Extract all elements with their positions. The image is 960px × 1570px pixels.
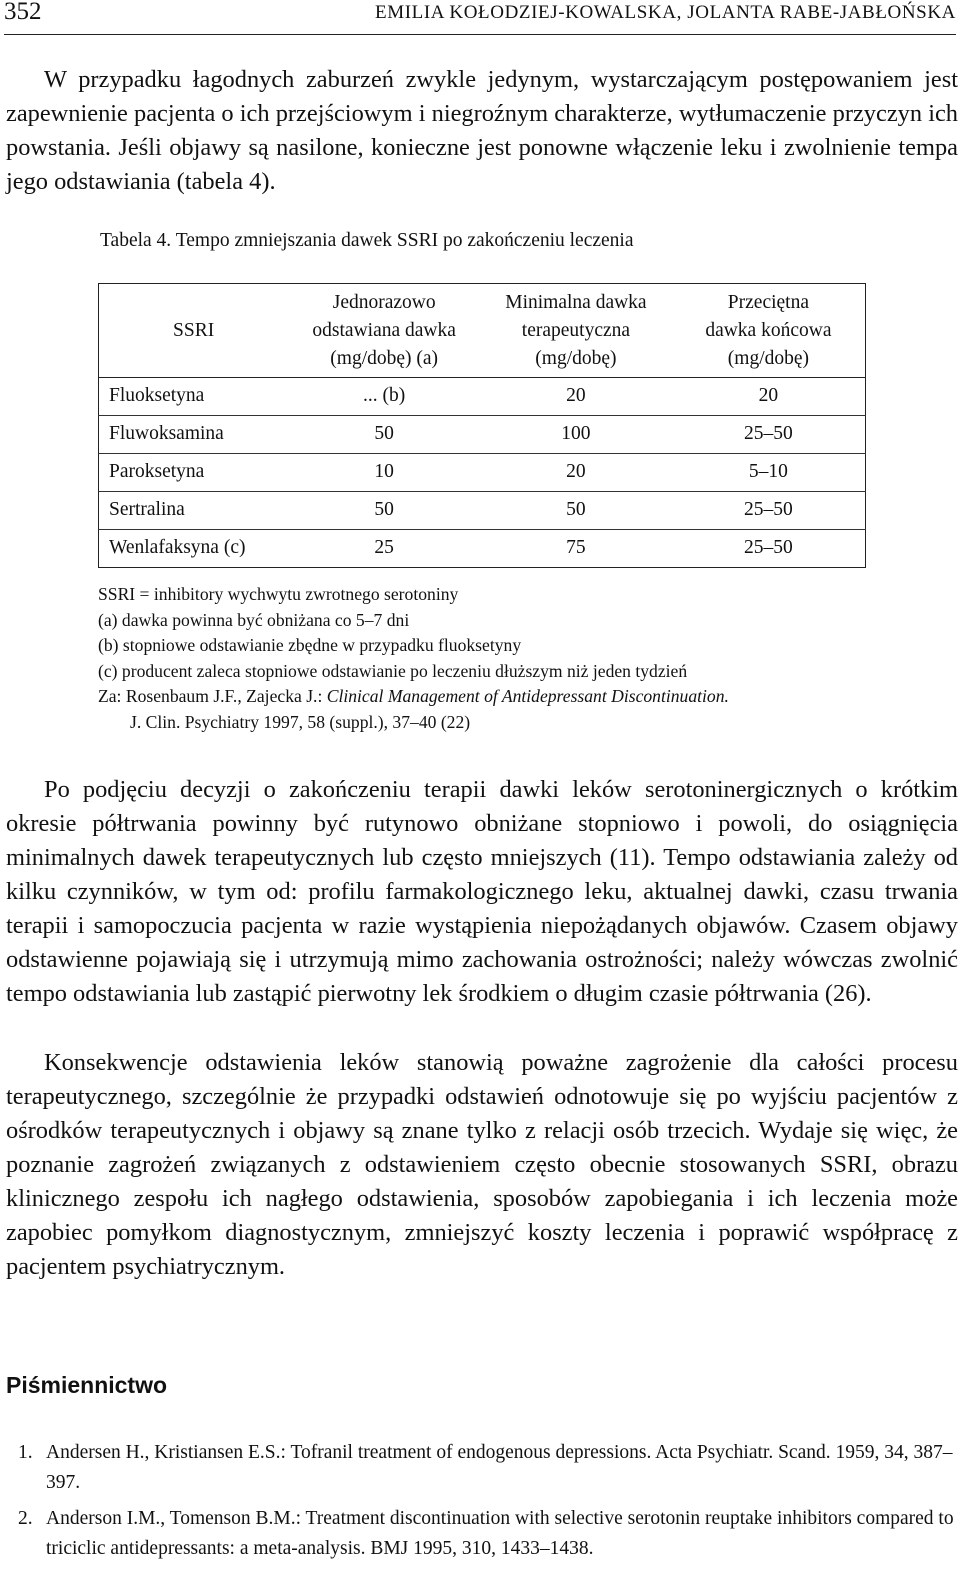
paragraph-consequences: Konsekwencje odstawienia leków stanowią poważne zagrożenie dla całości procesu terapeutycznego, szczególnie że przypadki odstawień odnotowuje się po wyjściu pacjentów z ośrodków terapeutycznych i objawy są znane tylko z relacji osób trzecich. Wydaje się więc, że poznanie zagrożeń związanych z odstawieniem często obecnie stosowanych SSRI, obrazu klinicznego zespołu ich nagłego odstawienia, sposobów zapobiegania i ich leczenia może zapobiec pomyłkom diagnostycznym, zmniejszyć koszty leczenia i poprawić współpracę z pacjentem psychiatrycznym. [6, 1049, 958, 1280]
drug-name: Fluwoksamina [109, 423, 224, 444]
reference-list [0, 1438, 958, 1570]
table-header-row [99, 284, 866, 378]
note-source [98, 684, 729, 710]
min-dose-cell: 20 [566, 461, 586, 482]
table-row [99, 378, 866, 416]
final-dose-cell: 5–10 [748, 461, 788, 482]
header-final-dose: Przeciętna dawka końcowa (mg/dobę) [705, 292, 832, 369]
reference-item [0, 1504, 958, 1564]
source-journal: J. Clin. Psychiatry 1997, 58 (suppl.), 37–40 (22) [130, 711, 471, 732]
min-dose-cell: 75 [566, 537, 586, 558]
table-row [99, 454, 866, 492]
reference-item [0, 1438, 958, 1498]
source-prefix: Za: Rosenbaum J.F., Zajecka J.: [98, 686, 327, 707]
paragraph-tapering: Po podjęciu decyzji o zakończeniu terapii dawki leków serotoninergicznych o krótkim okresie półtrwania powinny być rutynowo obniżane stopniowo i powoli, do osiągnięcia minimalnych dawek terapeutycznych lub często mniejszych (11). Tempo odstawiania zależy od kilku czynników, w tym od: profilu farmakologicznego leku, aktualnej dawki, czasu trwania terapii i samopoczucia pacjenta w razie wystąpienia niepożądanych objawów. Czasem objawy odstawienne pojawiają się i utrzymują mimo zachowania ostrożności; należy wówczas zwolnić tempo odstawiania lub zastąpić pierwotny lek środkiem o długim czasie półtrwania (26). [6, 776, 958, 1007]
single-dose-cell: 10 [374, 461, 394, 482]
drug-name: Sertralina [109, 499, 185, 520]
min-dose-cell: 50 [566, 499, 586, 520]
dose-reduction-table [98, 283, 866, 568]
reference-number: 1. [18, 1442, 33, 1463]
table-notes [98, 582, 729, 736]
source-title: Clinical Management of Antidepressant Discontinuation. [326, 686, 729, 707]
reference-text: Andersen H., Kristiansen E.S.: Tofranil treatment of endogenous depressions. Acta Psychiatr. Scand. 1959, 34, 387–397. [46, 1442, 953, 1493]
paragraph-intro: W przypadku łagodnych zaburzeń zwykle jedynym, wystarczającym postępowaniem jest zapewnienie pacjenta o ich przejściowym i niegroźnym charakterze, wytłumaczenie przyczyn ich powstania. Jeśli objawy są nasilone, konieczne jest ponowne włączenie leku i zwolnienie tempa jego odstawiania (tabela 4). [6, 66, 958, 195]
final-dose-cell: 20 [758, 385, 779, 406]
running-head-authors: EMILIA KOŁODZIEJ-KOWALSKA, JOLANTA RABE-JABŁOŃSKA [375, 2, 956, 23]
final-dose-cell: 25–50 [744, 499, 793, 520]
page-header [4, 0, 956, 35]
drug-name: Paroksetyna [109, 461, 205, 482]
note-abbreviation: SSRI = inhibitory wychwytu zwrotnego serotoniny [98, 584, 459, 604]
final-dose-cell: 25–50 [744, 537, 793, 558]
table-caption: Tabela 4. Tempo zmniejszania dawek SSRI po zakończeniu leczenia [100, 230, 634, 251]
min-dose-cell: 20 [566, 385, 586, 406]
note-b: (b) stopniowe odstawianie zbędne w przypadku fluoksetyny [98, 635, 522, 656]
reference-text: Anderson I.M., Tomenson B.M.: Treatment discontinuation with selective serotonin reuptake inhibitors compared to triciclic antidepressants: a meta-analysis. BMJ 1995, 310, 1433–1438. [46, 1508, 954, 1559]
header-ssri: SSRI [173, 320, 215, 341]
table-row [99, 530, 866, 568]
page-number: 352 [4, 0, 42, 25]
reference-number: 2. [18, 1508, 33, 1529]
table-row [99, 416, 866, 454]
single-dose-cell: 50 [374, 423, 394, 444]
min-dose-cell: 100 [561, 423, 591, 444]
single-dose-cell: 25 [374, 537, 394, 558]
single-dose-cell: ... (b) [363, 385, 406, 406]
note-a: (a) dawka powinna być obniżana co 5–7 dni [98, 609, 410, 630]
final-dose-cell: 25–50 [744, 423, 793, 444]
references-heading: Piśmiennictwo [6, 1372, 168, 1398]
drug-name: Fluoksetyna [109, 385, 205, 406]
drug-name: Wenlafaksyna (c) [109, 537, 246, 558]
table-row [99, 492, 866, 530]
note-c: (c) producent zaleca stopniowe odstawianie po leczeniu dłuższym niż jeden tydzień [98, 660, 688, 681]
header-single-dose: Jednorazowo odstawiana dawka (mg/dobę) (a) [312, 292, 456, 369]
header-min-dose: Minimalna dawka terapeutyczna (mg/dobę) [505, 292, 647, 369]
single-dose-cell: 50 [374, 499, 394, 520]
